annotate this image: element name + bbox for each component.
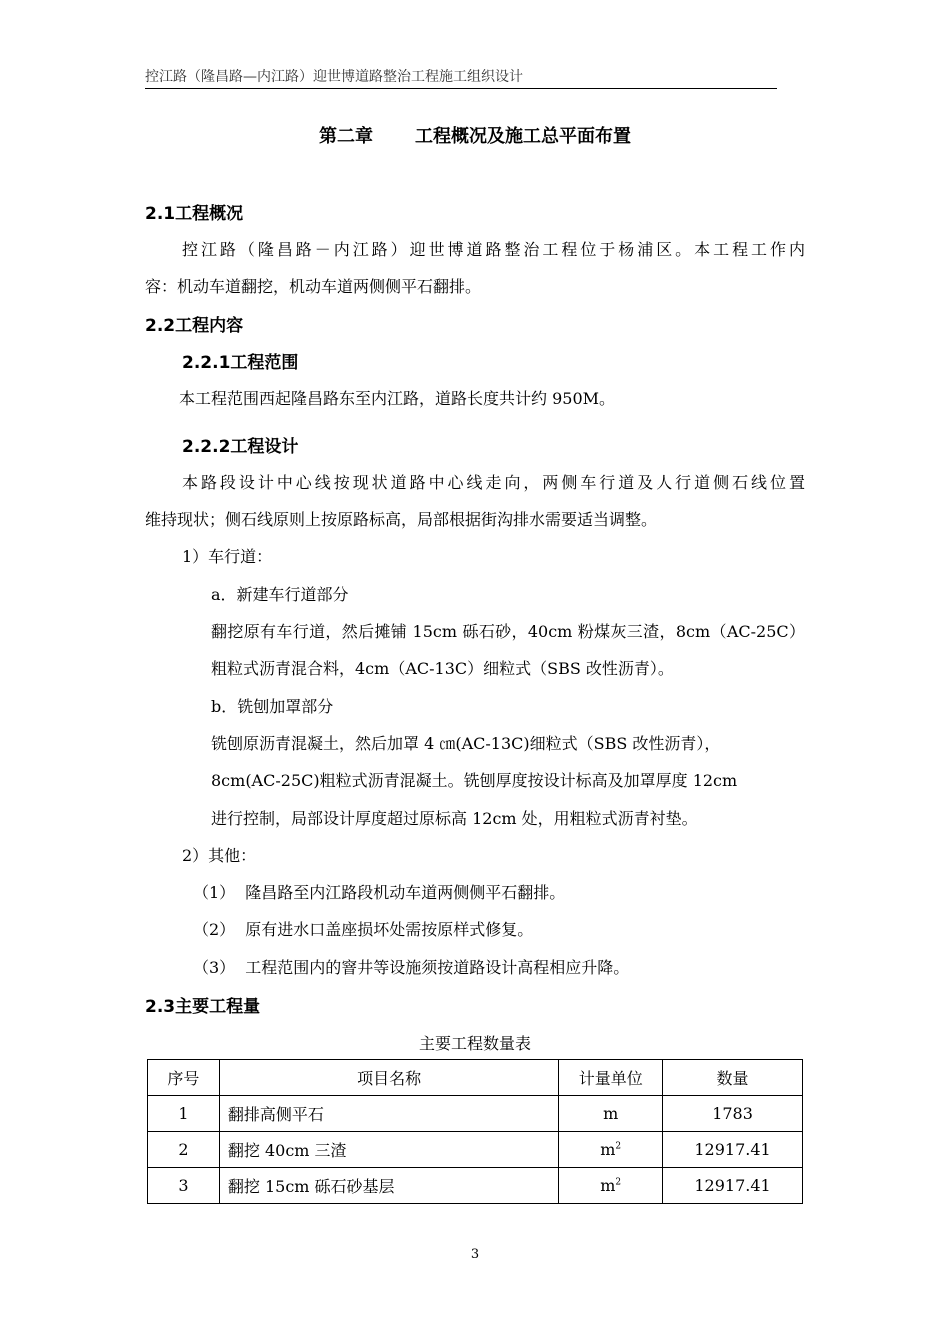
paragraph-overview-line1: 控江路（隆昌路－内江路）迎世博道路整治工程位于杨浦区。本工程工作内 [182, 240, 805, 259]
unit-text: m [603, 1104, 619, 1123]
cell-qty: 1783 [663, 1096, 803, 1132]
section-heading-2-1: 2.1工程概况 [145, 204, 244, 224]
subitem-a-line2: 粗粒式沥青混合料，4cm（AC-13C）细粒式（SBS 改性沥青）。 [211, 659, 674, 678]
unit-text: m [600, 1140, 616, 1159]
subitem-b-title: b．铣刨加罩部分 [211, 697, 334, 716]
cell-no: 2 [148, 1132, 220, 1168]
table-row [148, 1132, 803, 1168]
header-rule [145, 88, 777, 89]
section-heading-2-2: 2.2工程内容 [145, 316, 244, 336]
cell-name: 翻挖 40cm 三渣 [219, 1132, 558, 1168]
cell-unit [559, 1096, 663, 1132]
section-heading-2-3: 2.3主要工程量 [145, 997, 261, 1017]
cell-name: 翻挖 15cm 砾石砂基层 [219, 1168, 558, 1204]
table-header-row [148, 1060, 803, 1096]
others-item [193, 955, 629, 978]
section-heading-2-2-1: 2.2.1工程范围 [182, 353, 299, 373]
others-item-number: （2） [193, 920, 236, 939]
subitem-b-line1: 铣刨原沥青混凝土，然后加罩 4 ㎝(AC-13C)细粒式（SBS 改性沥青）， [211, 734, 721, 753]
column-header-unit: 计量单位 [559, 1060, 663, 1096]
subitem-b-line2: 8cm(AC-25C)粗粒式沥青混凝土。铣刨厚度按设计标高及加罩厚度 12cm [211, 771, 738, 790]
unit-text: m [600, 1176, 616, 1195]
others-item-text: 工程范围内的窨井等设施须按道路设计高程相应升降。 [245, 958, 630, 977]
column-header-name: 项目名称 [219, 1060, 558, 1096]
others-item-number: （3） [193, 958, 236, 977]
chapter-number: 第二章 [319, 126, 373, 147]
cell-qty: 12917.41 [663, 1168, 803, 1204]
chapter-title [0, 122, 950, 148]
column-header-qty: 数量 [663, 1060, 803, 1096]
paragraph-scope: 本工程范围西起隆昌路东至内江路，道路长度共计约 950M。 [179, 389, 616, 408]
subitem-b-line3: 进行控制，局部设计厚度超过原标高 12cm 处，用粗粒式沥青衬垫。 [211, 809, 698, 828]
paragraph-design-line2: 维持现状；侧石线原则上按原路标高，局部根据街沟排水需要适当调整。 [145, 510, 658, 529]
paragraph-design-line1: 本路段设计中心线按现状道路中心线走向，两侧车行道及人行道侧石线位置 [182, 473, 805, 492]
column-header-no: 序号 [148, 1060, 220, 1096]
list-item-roadway: 1）车行道： [182, 547, 273, 566]
others-item [193, 880, 565, 903]
others-item [193, 917, 533, 940]
paragraph-overview-line2: 容：机动车道翻挖，机动车道两侧侧平石翻排。 [145, 277, 482, 296]
cell-no: 3 [148, 1168, 220, 1204]
page-number: 3 [470, 1247, 480, 1262]
others-item-number: （1） [193, 883, 236, 902]
section-heading-2-2-2: 2.2.2工程设计 [182, 437, 299, 457]
subitem-a-title: a．新建车行道部分 [211, 585, 349, 604]
table-row [148, 1168, 803, 1204]
cell-qty: 12917.41 [663, 1132, 803, 1168]
table-row [148, 1096, 803, 1132]
others-item-text: 原有进水口盖座损坏处需按原样式修复。 [245, 920, 534, 939]
cell-unit [559, 1132, 663, 1168]
cell-no: 1 [148, 1096, 220, 1132]
chapter-name: 工程概况及施工总平面布置 [415, 126, 631, 147]
subitem-a-line1: 翻挖原有车行道，然后摊铺 15cm 砾石砂，40cm 粉煤灰三渣，8cm（AC-25C） [211, 622, 805, 641]
table-caption: 主要工程数量表 [418, 1034, 531, 1053]
others-item-text: 隆昌路至内江路段机动车道两侧侧平石翻排。 [245, 883, 566, 902]
unit-superscript: 2 [615, 1141, 622, 1152]
list-item-others: 2）其他： [182, 846, 257, 865]
running-header: 控江路（隆昌路—内江路）迎世博道路整治工程施工组织设计 [145, 69, 523, 85]
quantity-table [147, 1059, 803, 1204]
unit-superscript: 2 [615, 1177, 622, 1188]
cell-unit [559, 1168, 663, 1204]
cell-name: 翻排高侧平石 [219, 1096, 558, 1132]
